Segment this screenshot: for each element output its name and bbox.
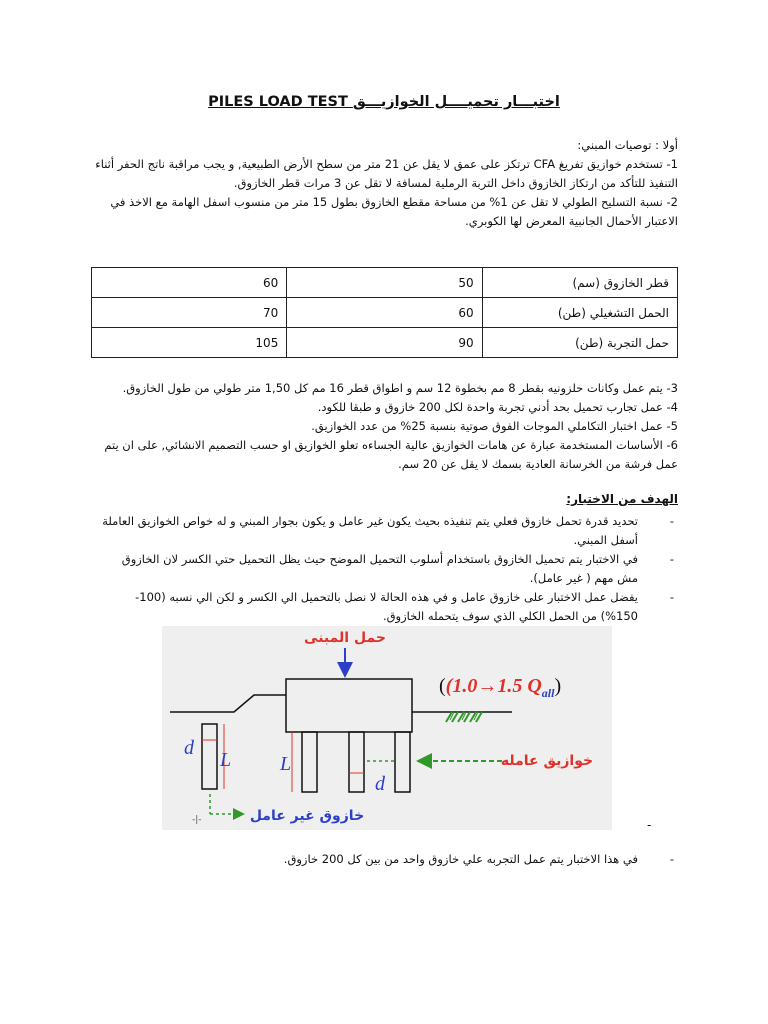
note-5: 5- عمل اختبار التكاملي الموجات الفوق صوتية بنسبة 25% من عدد الخوازيق. (311, 419, 678, 433)
table-cell: 60 (287, 298, 482, 328)
test-pile-diameter-label: d (184, 737, 194, 759)
load-close-paren: ) (554, 675, 562, 697)
note-3: 3- يتم عمل وكانات حلزونيه بقطر 8 مم بخطوة 12 سم و اطواق قطر 16 مم كل 1,50 متر طولي من طول الخازوق. (122, 381, 678, 395)
intro-paragraph-1: 1- تستخدم خوازيق تفريغ CFA ترتكز على عمق لا يقل عن 21 متر من سطح الأرض الطبيعية, و يجب مراقبة ناتج الحفر أثناء التنفيذ للتأكد من ارتكاز الخازوق داخل التربة الرملية لمسافة لا تقل عن 3 مرات قطر الخازوق. (95, 157, 678, 190)
list-item (98, 852, 678, 866)
table-cell: 60 (92, 268, 287, 298)
intro-heading: أولا : توصيات المبني: (577, 138, 678, 152)
list-item (98, 512, 675, 550)
bullet-dash: - (669, 552, 675, 566)
page-title: PILES LOAD TEST اختبـــار تحميــــل الخوازيـــق (208, 94, 560, 110)
test-pile (202, 724, 217, 789)
goal-heading: الهدف من الاختبار: (566, 492, 678, 506)
table-row (92, 268, 678, 298)
bullet-dash: - (647, 818, 652, 832)
pile-data-table (91, 267, 678, 358)
length-label: L (280, 753, 292, 775)
list-item-text: في الاختبار يتم تحميل الخازوق باستخدام أسلوب التحميل الموضح حيث يظل التحميل حتي الكسر لان الخازوق مش مهم ( غير عامل). (121, 552, 638, 585)
working-pile (349, 732, 364, 792)
list-item-text: تحديد قدرة تحمل خازوق فعلي يتم تنفيذه بحيث يكون غير عامل و يكون بجوار المبني و له خواص الخوازيق العاملة أسفل المبني. (102, 514, 638, 547)
list-item-text: في هذا الاختبار يتم عمل التجربه علي خازوق واحد من بين كل 200 خازوق. (283, 852, 638, 866)
bullet-dash: - (669, 852, 675, 866)
building-load-label: حمل المبنى (304, 630, 386, 646)
small-mark: -|- (192, 815, 202, 825)
q-subscript: all (541, 686, 555, 700)
list-item (98, 550, 675, 588)
table-cell: 105 (92, 328, 287, 358)
goal-list (98, 512, 678, 626)
table-row-label: قطر الخازوق (سم) (482, 268, 677, 298)
test-pile-length-label: L (220, 749, 232, 771)
table-row-label: الحمل التشغيلي (طن) (482, 298, 677, 328)
table-row (92, 298, 678, 328)
pile-load-test-diagram (162, 626, 612, 830)
bullet-dash: - (669, 514, 675, 528)
load-range-text: (1.0→1.5 Q (445, 675, 542, 697)
pile-cap (286, 679, 412, 732)
table-cell: 90 (287, 328, 482, 358)
list-item-text: يفضل عمل الاختبار على خازوق عامل و في هذه الحالة لا نصل بالتحميل الي الكسر و لكن الي نسبه (100-150%) من الحمل الكلي الذي سوف يتحمله الخازوق. (135, 590, 638, 623)
test-pile-label: خازوق غير عامل (249, 808, 365, 824)
table-cell: 70 (92, 298, 287, 328)
list-item (98, 588, 675, 626)
note-4: 4- عمل تجارب تحميل بحد أدني تجربة واحدة لكل 200 خازوق و طبقا للكود. (317, 400, 678, 414)
note-6: 6- الأساسات المستخدمة عبارة عن هامات الخوازيق عالية الجساءه تعلو الخوازيق او حسب التصميم الانشائي, على ان يتم عمل فرشة من الخرسانة العادية بسمك لا يقل عن 20 سم. (104, 438, 678, 471)
working-piles-label: خوازيق عامله (500, 753, 594, 769)
load-range-label: ((1.0→1.5 $Q_{all}$) (439, 675, 562, 700)
working-pile (302, 732, 317, 792)
table-cell: 50 (287, 268, 482, 298)
working-pile (395, 732, 410, 792)
diameter-label: d (375, 773, 385, 795)
table-row (92, 328, 678, 358)
soil-hatch-icon (446, 712, 482, 722)
ground-line (170, 695, 286, 712)
table-row-label: حمل التجربة (طن) (482, 328, 677, 358)
diagram-svg (162, 626, 612, 830)
bullet-dash: - (669, 590, 675, 604)
intro-paragraph-2: 2- نسبة التسليح الطولي لا تقل عن 1% من مساحة مقطع الخازوق بطول 15 متر من منسوب اسفل الهامة مع الاخذ في الاعتبار الأحمال الجانبية المعرض لها الكوبري. (110, 195, 678, 228)
